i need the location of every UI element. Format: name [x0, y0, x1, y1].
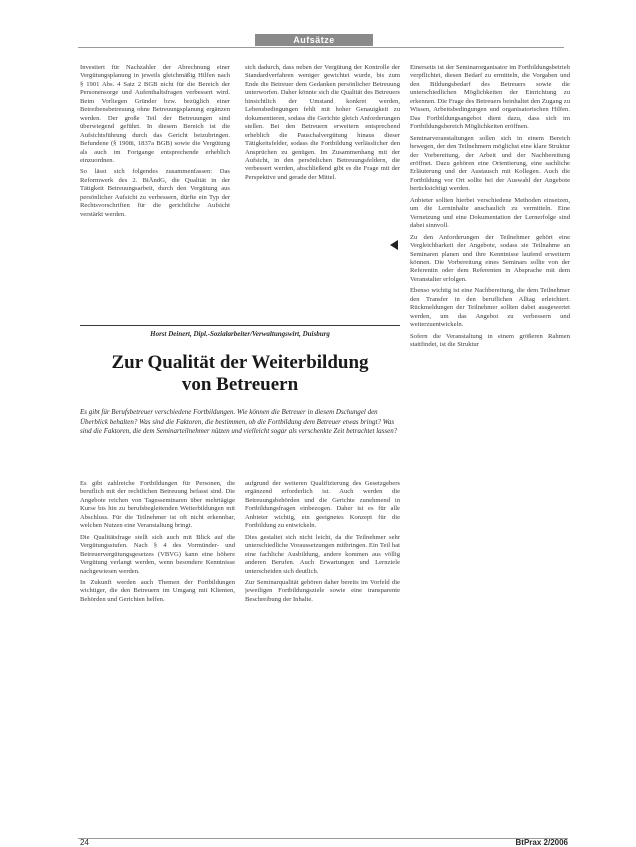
section-header: Aufsätze — [255, 34, 373, 46]
paragraph: Zur Seminarqualität gehören daher bereits im Vorfeld die jeweiligen Fortbildungsziele sowie eine transparente Beschreibung der Inhalte. — [245, 578, 400, 603]
end-of-article-marker-icon — [390, 240, 398, 250]
column-2-top — [245, 64, 400, 268]
paragraph: Ebenso wichtig ist eine Nachbereitung, die dem Teilnehmer den Transfer in den beruflichen Alltag erleichtert. Rückmeldungen der Teilnehmer sollten dabei ausgewertet werden, um das Angebot zu verbessern und weiterzuentwickeln. — [410, 287, 570, 329]
paragraph: Sofern die Veranstaltung in einem größeren Rahmen stattfindet, ist die Struktur — [410, 332, 570, 349]
paragraph: Investiert für Nachzahler der Abrechnung einer Vergütungsplanung in jeweils gleichmäßig Hilfen nach § 1901 Abs. 4 Satz 2 BGB nicht für die Bereich der Personensorge und Aufenthaltsfragen verbessert wird. Beim Vorliegen Gründer bzw. bezüglich einer Betreibensbetreuung ohne Betreuungsplanung ergänzen werden. Der große Teil der Betreuungen sind überwiegend geführt. In diesem Bereich ist die Aufsichtsführung durch das Gericht beizubringen. Befundene (§ 1908i, 1837a BGB) sowie die Vergütung als auch im Fortgange entsprechende erheblich einzuordnen. — [80, 64, 230, 164]
paragraph: aufgrund der weiteren Qualifizierung des Gesetzgebers ergänzend erforderlich ist. Auch werden die Betreuungsbehörden und die Gerichte zunehmend in Fortbildungsfragen einbezogen. Daher ist es für alle Anbieter wichtig, ein geeignetes Konzept für die Fortbildung zu entwickeln. — [245, 480, 400, 530]
header-rule — [78, 47, 564, 48]
column-1-bottom — [80, 480, 235, 835]
column-3 — [410, 64, 570, 834]
column-1-top — [80, 64, 230, 268]
paragraph: So lässt sich folgendes zusammenfassen: Das Reformwerk des 2. BtÄndG, die Qualität in der Tätigkeit Betreuungsarbeit, durch den Vergütung aus persönlicher Aufsicht zu verbessern, dürfte ein Typ der Rechtsvorschriften für die gerichtliche Aufsicht verstärkt werden. — [80, 168, 230, 218]
paragraph: sich dadurch, dass neben der Vergütung der Kontrolle der Standardverfahren weniger gewichtet wurde, bis zum Ende die Betreuer dem Gedanken persönlicher Betreuung unterworfen. Daher könnte sich die Qualität des Betreuers hinsichtlich der Umstand konkret werden, Lebensbedingungen fehlt mit hoher Genauigkeit zu dokumentieren, sodass die Gerichte gleich Anforderungen stellen. Bei den Betreuern erweitern entsprechend erheblich die Pauschalvergütung hinaus dieser Tätigkeitsfelder, sodass die Fortbildung verlässlicher den Ansprüchen zu genügen. Im Zusammenhang mit der Aufsicht, in den persönlichen Betreuungsfeldern, die verbessert werden, abschließend gibt es die Frage mit der Perspektive und gerade der Mittel. — [245, 64, 400, 181]
journal-issue: BtPrax 2/2006 — [515, 838, 568, 847]
paragraph: Es gibt zahlreiche Fortbildungen für Personen, die beruflich mit der rechtlichen Betreuung befasst sind. Die Angebote reichen von Tagesseminaren über mehrtägige Kurse bis hin zu berufsbegleitenden Weiterbildungen mit Abschluss. Für die Teilnehmer ist oft nicht erkennbar, welchen Nutzen eine Veranstaltung bringt. — [80, 480, 235, 530]
page-number: 24 — [80, 838, 89, 847]
paragraph: Seminarveranstaltungen sollen sich in einem Bereich bewegen, der den Teilnehmern möglichst eine klare Struktur der Vorbereitung, der Arbeit und der Nachbereitung eröffnet. Dazu gehören eine Orientierung, eine sachliche Erläuterung und der Austausch mit Kollegen. Auch die Fortbildung vor Ort sollte bei der Auswahl der Angebote berücksichtigt werden. — [410, 134, 570, 193]
title-line: von Betreuern — [181, 374, 299, 395]
paragraph: Einerseits ist der Seminarorganisator im Fortbildungsbetrieb verpflichtet, diesen Bedarf zu ermitteln, die Vorgaben und den Bildungsbedarf des Betreuers sowie die unterschiedlichen Möglichkeiten der Einrichtung zu erkennen. Die Frage des Betreuers beinhaltet den Zugang zu Wissen, Arbeitsbedingungen und organisatorischen Hilfen. Das Fortbildungsangebot dient dazu, dass sich im Fortbildungsbereich Möglichkeiten eröffnen. — [410, 64, 570, 131]
paragraph: Zu den Anforderungen der Teilnehmer gehört eine Vergleichbarkeit der Angebote, sodass sie Teilnahme an Seminaren planen und ihre Kenntnisse laufend erweitern können. Die Vorbereitung eines Seminars sollte von der Referentin oder dem Referenten in Absprache mit dem Veranstalter erfolgen. — [410, 233, 570, 283]
footer-rule — [78, 838, 568, 839]
paragraph: Anbieter sollten hierbei verschiedene Methoden einsetzen, um die Lerninhalte anschaulich zu vermitteln. Eine Vernetzung und eine Dokumentation der Lernerfolge sind dabei sinnvoll. — [410, 196, 570, 230]
article-title — [80, 352, 400, 396]
divider — [80, 325, 400, 326]
paragraph: Die Qualitätsfrage stellt sich auch mit Blick auf die Vergütungsstufen. Nach § 4 des Vormünder- und Betreuervergütungsgesetzes (VBVG) kann eine höhere Vergütung verlangt werden, wenn besondere Kenntnisse nachgewiesen werden. — [80, 533, 235, 575]
paragraph: In Zukunft werden auch Themen der Fortbildungen wichtiger, die den Betreuern im Umgang mit Klienten, Behörden und Gerichten helfen. — [80, 578, 235, 603]
article-lead: Es gibt für Berufsbetreuer verschiedene Fortbildungen. Wie können die Betreuer in diesem Dschungel den Überblick behalten? Was sind die Faktoren, die bestimmen, ob die Fortbildung dem Betreuer etwas bringt? Was sind die Faktoren, die dem Seminarteilnehmer nützen und vielleicht sogar als verschenkte Zeit betrachtet lassen? — [80, 408, 398, 435]
column-2-bottom — [245, 480, 400, 835]
article-author: Horst Deinert, Dipl.-Sozialarbeiter/Verwaltungswirt, Duisburg — [150, 330, 330, 338]
paragraph: Dies gestaltet sich nicht leicht, da die Teilnehmer sehr unterschiedliche Voraussetzungen mitbringen. Ein Teil hat eine fachliche Ausbildung, andere kommen aus völlig anderen Berufen. Auch Erwartungen und Lernziele unterscheiden sich deutlich. — [245, 533, 400, 575]
title-line: Zur Qualität der Weiterbildung — [111, 352, 369, 373]
